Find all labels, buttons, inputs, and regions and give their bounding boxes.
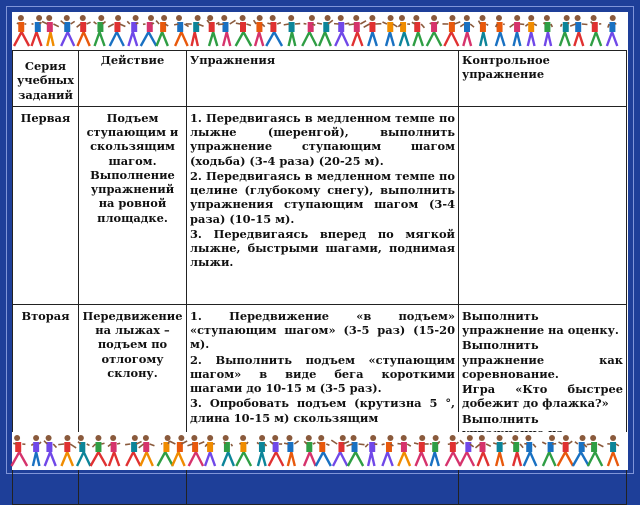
athlete-icon xyxy=(382,15,397,46)
athlete-icon xyxy=(141,15,157,46)
athlete-icon xyxy=(254,15,265,46)
athlete-icon xyxy=(442,15,460,46)
athlete-icon xyxy=(573,435,589,466)
athlete-icon xyxy=(170,435,188,466)
athlete-icon xyxy=(205,435,215,466)
row-action: Подъем ступающим и скользящим шагом. Выполнение упражнений на ровной площадке. xyxy=(79,106,187,304)
athlete-icon xyxy=(94,15,106,46)
row-series: Вторая xyxy=(13,304,79,504)
athlete-icon xyxy=(460,435,474,466)
athlete-icon xyxy=(349,15,366,46)
athletes-banner-bottom xyxy=(12,432,628,470)
athlete-icon xyxy=(269,435,284,466)
athlete-icon xyxy=(331,435,349,466)
athlete-icon xyxy=(186,15,204,46)
control-item: Выполнить упражнение на оценку. xyxy=(462,308,619,337)
athlete-icon xyxy=(58,435,76,466)
athlete-icon xyxy=(334,15,349,46)
athlete-icon xyxy=(31,435,41,466)
athlete-icon xyxy=(365,435,377,466)
athlete-icon xyxy=(525,15,536,46)
control-item: Выполнить xyxy=(462,411,539,426)
athlete-icon xyxy=(382,435,394,466)
athlete-icon xyxy=(511,435,523,466)
athlete-icon xyxy=(14,15,29,46)
athlete-icon xyxy=(460,15,474,46)
athlete-icon xyxy=(317,15,333,46)
table-row xyxy=(13,304,627,504)
athlete-icon xyxy=(11,435,27,466)
athlete-icon xyxy=(174,15,188,46)
header-action: Действие xyxy=(79,51,187,107)
slide-content xyxy=(12,50,628,432)
athlete-icon xyxy=(218,15,236,46)
exercise-item: 2. Выполнить подъем «ступающим шагом» в виде бега короткими шагами до 10-15 м (3-5 раз). xyxy=(190,352,455,395)
header-exercises: Упражнения xyxy=(187,51,459,107)
athlete-icon xyxy=(427,15,442,46)
control-item: Игра «Кто быстрее добежит до флажка?» xyxy=(462,382,623,411)
athlete-icon xyxy=(543,15,552,46)
athlete-icon xyxy=(607,435,619,466)
athlete-icon xyxy=(32,15,43,46)
athlete-icon xyxy=(493,435,506,466)
exercise-item: 3. Опробовать подъем (крутизна 5 °, длина 10-15 м) скользящим xyxy=(190,396,455,425)
exercise-item: 1. Передвижение «в подъем» «ступающим шагом» (3-5 раз) (15-20 м). xyxy=(190,308,455,352)
athletes-banner-graphic xyxy=(12,432,628,470)
athlete-icon xyxy=(558,435,573,466)
athlete-icon xyxy=(61,15,75,46)
table-header-row xyxy=(13,51,627,107)
athlete-icon xyxy=(284,435,298,466)
athlete-icon xyxy=(607,15,617,46)
athlete-icon xyxy=(430,435,440,466)
athlete-icon xyxy=(397,435,410,466)
athlete-icon xyxy=(284,15,300,46)
athlete-icon xyxy=(91,435,107,466)
row-exercises xyxy=(187,304,459,504)
athlete-icon xyxy=(587,435,604,466)
athlete-icon xyxy=(316,435,331,466)
athlete-icon xyxy=(302,15,316,46)
athlete-icon xyxy=(42,15,59,46)
row-series: Первая xyxy=(13,106,79,304)
row-control xyxy=(459,304,627,504)
athlete-icon xyxy=(304,435,316,466)
athlete-icon xyxy=(156,15,168,46)
athlete-icon xyxy=(570,15,587,46)
athlete-icon xyxy=(222,435,233,466)
exercise-item: 3. Передвигаясь вперед по мягкой лыжне, быстрыми шагами, поднимая лыжи. xyxy=(190,226,455,270)
athlete-icon xyxy=(187,435,204,466)
athlete-icon xyxy=(108,15,125,46)
athlete-icon xyxy=(496,15,505,46)
athletes-banner-graphic xyxy=(12,12,628,50)
athlete-icon xyxy=(475,435,490,466)
row-action: Передвижение на лыжах – подъем по отлогому склону. xyxy=(79,304,187,504)
table-row xyxy=(13,106,627,304)
athlete-icon xyxy=(479,15,489,46)
athlete-icon xyxy=(127,15,138,46)
athlete-icon xyxy=(510,15,525,46)
athlete-icon xyxy=(524,435,537,466)
athlete-icon xyxy=(207,15,219,46)
athlete-icon xyxy=(414,435,429,466)
athlete-icon xyxy=(347,435,365,466)
exercise-item: 2. Передвигаясь в медленном темпе по целине (глубокому снегу), выполнить упражнения ступающим шагом (3-4 раза) (10-15 м). xyxy=(190,168,455,226)
athlete-icon xyxy=(158,435,173,466)
exercise-item: 1. Передвигаясь в медленном темпе по лыжне (шеренгой), выполнить упражнение ступающим шагом (ходьба) (3-4 раза) (20-25 м). xyxy=(190,110,455,168)
athlete-icon xyxy=(139,435,155,466)
athlete-icon xyxy=(236,435,251,466)
athlete-icon xyxy=(542,435,556,466)
athlete-icon xyxy=(398,15,410,46)
athlete-icon xyxy=(412,15,425,46)
athlete-icon xyxy=(560,15,570,46)
athlete-icon xyxy=(364,15,382,46)
athlete-icon xyxy=(591,15,602,46)
control-item: Выполнить упражнение как соревнование. xyxy=(462,338,623,381)
athlete-icon xyxy=(257,435,266,466)
athletes-banner-top xyxy=(12,12,628,50)
athlete-icon xyxy=(125,435,141,466)
row-exercises xyxy=(187,106,459,304)
athlete-icon xyxy=(77,15,91,46)
header-control: Контрольное упражнение xyxy=(459,51,627,107)
athlete-icon xyxy=(108,435,120,466)
athlete-icon xyxy=(77,435,90,466)
row-control xyxy=(459,106,627,304)
header-series: Серия учебных заданий xyxy=(13,51,79,107)
athlete-icon xyxy=(236,15,252,46)
athlete-icon xyxy=(44,435,57,466)
athlete-icon xyxy=(266,15,282,46)
athlete-icon xyxy=(446,435,461,466)
